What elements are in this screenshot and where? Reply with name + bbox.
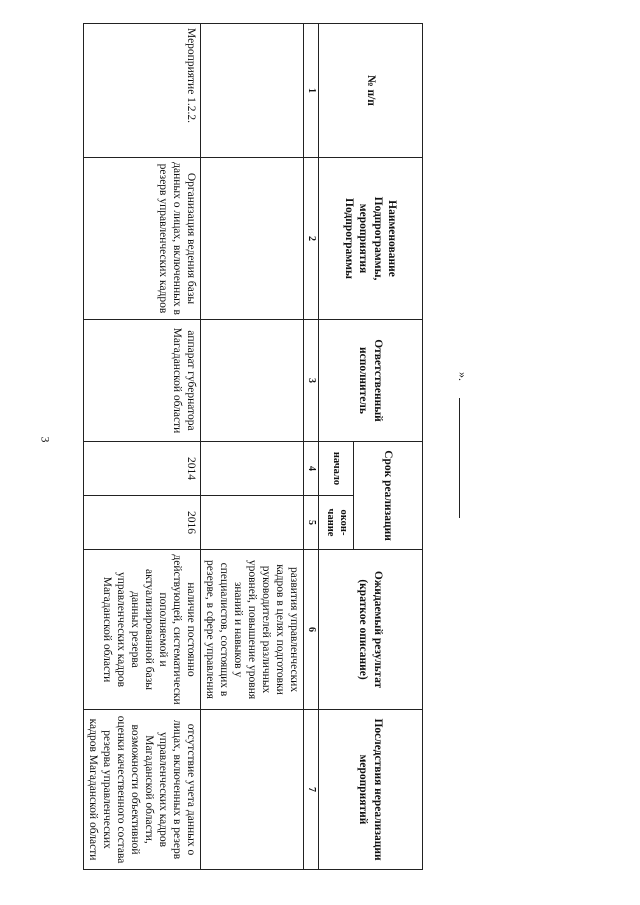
row-consequences: отсутствие учета данных о лицах, включенных в резерв управленческих кадров Магаданской области, возможности объективной оценки качественного состава резерва управленческих кадров Магаданской области: [83, 710, 200, 870]
row-executor: аппарат губернатора Магаданской области: [83, 320, 200, 442]
closing-mark: ».: [456, 372, 470, 381]
row-end: 2016: [83, 496, 200, 550]
column-number: 6: [303, 550, 318, 710]
column-number-row: [303, 24, 318, 870]
program-table-container: [73, 23, 423, 869]
header-consequences: Последствия нереализации мероприятий: [319, 710, 423, 870]
row-name: Организация ведения базы данных о лицах, включенных в резерв управленческих кадров: [83, 158, 200, 320]
header-executor: Ответственный исполнитель: [319, 320, 423, 442]
row-name: [200, 158, 303, 320]
row-number: Мероприятие 1.2.2.: [83, 24, 200, 158]
table-row: [200, 24, 303, 870]
column-number: 1: [303, 24, 318, 158]
header-term-end: окон-чание: [319, 496, 354, 550]
column-number: 5: [303, 496, 318, 550]
page-number: 3: [38, 436, 53, 443]
row-result: наличие постоянно действующей, систематически пополняемой и актуализированной базы данных резерва управленческих кадров Магаданской области: [83, 550, 200, 710]
row-consequences: [200, 710, 303, 870]
header-name: Наименование Подпрограммы, мероприятия Подпрограммы: [319, 158, 423, 320]
column-number: 7: [303, 710, 318, 870]
row-number: [200, 24, 303, 158]
header-term-start: начало: [319, 442, 354, 496]
header-term: Срок реализации: [354, 442, 423, 550]
row-start: 2014: [83, 442, 200, 496]
closing-underline: [459, 398, 460, 518]
row-end: [200, 496, 303, 550]
header-result: Ожидаемый результат (краткое описание): [319, 550, 423, 710]
row-executor: [200, 320, 303, 442]
table-row: [83, 24, 200, 870]
row-start: [200, 442, 303, 496]
program-measures-table: [83, 23, 423, 870]
header-number: № п/п: [319, 24, 423, 158]
column-number: 2: [303, 158, 318, 320]
row-result: развития управленческих кадров в целях подготовки руководителей различных уровней, повышение уровня знаний и навыков у специалистов, состоящих в резерве, в сфере управления: [200, 550, 303, 710]
column-number: 4: [303, 442, 318, 496]
column-number: 3: [303, 320, 318, 442]
closing-line: [454, 372, 470, 522]
